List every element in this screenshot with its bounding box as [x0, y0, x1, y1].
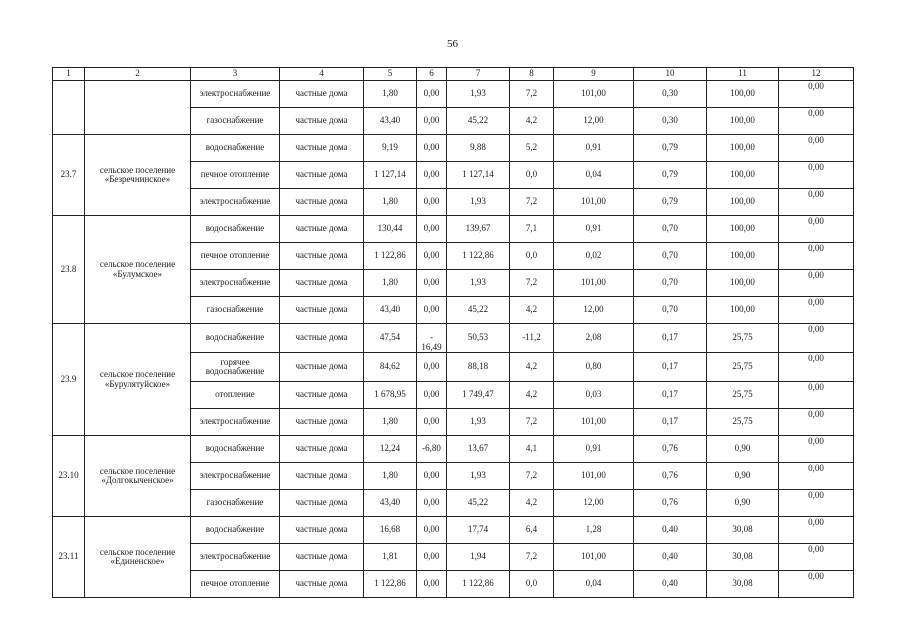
value-cell: 0,00: [779, 135, 854, 162]
value-cell: 7,2: [510, 409, 554, 436]
value-cell: 88,18: [447, 353, 510, 382]
value-cell: 7,2: [510, 270, 554, 297]
value-cell: 0,00: [417, 353, 447, 382]
value-cell: 1,80: [364, 409, 417, 436]
value-cell: 100,00: [707, 189, 779, 216]
value-cell: 0,00: [417, 135, 447, 162]
value-cell: 0,00: [779, 270, 854, 297]
value-cell: 43,40: [364, 108, 417, 135]
settlement-number-cell: 23.8: [53, 216, 85, 324]
building-type-cell: частные дома: [280, 324, 364, 353]
value-cell: 12,00: [554, 490, 634, 517]
value-cell: 100,00: [707, 216, 779, 243]
value-cell: 0,79: [634, 162, 707, 189]
value-cell: 0,00: [417, 270, 447, 297]
value-cell: 25,75: [707, 324, 779, 353]
value-cell: 0,70: [634, 216, 707, 243]
value-cell: 4,2: [510, 297, 554, 324]
value-cell: 0,76: [634, 490, 707, 517]
value-cell: 0,30: [634, 81, 707, 108]
value-cell: 1,80: [364, 463, 417, 490]
value-cell: 1 122,86: [364, 571, 417, 598]
table-row: [53, 135, 854, 162]
value-cell: 0,03: [554, 382, 634, 409]
value-cell: 4,2: [510, 490, 554, 517]
value-cell: 0,00: [779, 108, 854, 135]
value-cell: 25,75: [707, 409, 779, 436]
building-type-cell: частные дома: [280, 81, 364, 108]
building-type-cell: частные дома: [280, 436, 364, 463]
value-cell: 1,93: [447, 189, 510, 216]
value-cell: 0,00: [417, 81, 447, 108]
service-cell: отопление: [191, 382, 280, 409]
building-type-cell: частные дома: [280, 189, 364, 216]
value-cell: 12,24: [364, 436, 417, 463]
building-type-cell: частные дома: [280, 517, 364, 544]
value-cell: 1,93: [447, 409, 510, 436]
value-cell: 139,67: [447, 216, 510, 243]
table-body: [53, 81, 854, 598]
value-cell: 100,00: [707, 243, 779, 270]
value-cell: 100,00: [707, 162, 779, 189]
service-cell: газоснабжение: [191, 108, 280, 135]
value-cell: 1,81: [364, 544, 417, 571]
header-cell: 5: [364, 68, 417, 81]
value-cell: 1,93: [447, 463, 510, 490]
value-cell: 0,17: [634, 382, 707, 409]
table-row: [53, 216, 854, 243]
value-cell: 47,54: [364, 324, 417, 353]
header-cell: 11: [707, 68, 779, 81]
value-cell: 1,80: [364, 270, 417, 297]
value-cell: 0,00: [779, 216, 854, 243]
value-cell: 0,00: [417, 490, 447, 517]
value-cell: 100,00: [707, 270, 779, 297]
value-cell: 4,2: [510, 108, 554, 135]
settlement-number-cell: 23.7: [53, 135, 85, 216]
value-cell: -6,80: [417, 436, 447, 463]
value-cell: 0,00: [417, 189, 447, 216]
building-type-cell: частные дома: [280, 108, 364, 135]
building-type-cell: частные дома: [280, 571, 364, 598]
value-cell: 9,88: [447, 135, 510, 162]
header-cell: 3: [191, 68, 280, 81]
settlement-name-cell: [85, 81, 191, 135]
value-cell: 43,40: [364, 297, 417, 324]
value-cell: 1,93: [447, 81, 510, 108]
service-cell: газоснабжение: [191, 490, 280, 517]
value-cell: 0,40: [634, 544, 707, 571]
table-row: [53, 436, 854, 463]
building-type-cell: частные дома: [280, 353, 364, 382]
value-cell: 0,40: [634, 571, 707, 598]
value-cell: 0,00: [417, 297, 447, 324]
value-cell: 1 678,95: [364, 382, 417, 409]
table-row: [53, 81, 854, 108]
settlement-number-cell: 23.10: [53, 436, 85, 517]
value-cell: 0,0: [510, 243, 554, 270]
service-cell: водоснабжение: [191, 436, 280, 463]
value-cell: 101,00: [554, 409, 634, 436]
value-cell: 1 127,14: [364, 162, 417, 189]
value-cell: 1,93: [447, 270, 510, 297]
value-cell: 0,17: [634, 353, 707, 382]
value-cell: 43,40: [364, 490, 417, 517]
value-cell: 4,2: [510, 382, 554, 409]
value-cell: 0,00: [779, 297, 854, 324]
value-cell: 0,0: [510, 162, 554, 189]
value-cell: 45,22: [447, 297, 510, 324]
settlement-name-cell: сельское поселение «Безречнинское»: [85, 135, 191, 216]
value-cell: 0,76: [634, 436, 707, 463]
value-cell: 0,91: [554, 135, 634, 162]
value-cell: 0,0: [510, 571, 554, 598]
value-cell: 4,2: [510, 353, 554, 382]
value-cell: 1 122,86: [447, 243, 510, 270]
value-cell: 0,00: [417, 571, 447, 598]
settlement-name-cell: сельское поселение «Долгокыченское»: [85, 436, 191, 517]
value-cell: 0,00: [779, 243, 854, 270]
value-cell: 0,00: [417, 517, 447, 544]
building-type-cell: частные дома: [280, 297, 364, 324]
building-type-cell: частные дома: [280, 162, 364, 189]
header-cell: 1: [53, 68, 85, 81]
value-cell: 50,53: [447, 324, 510, 353]
building-type-cell: частные дома: [280, 409, 364, 436]
value-cell: 101,00: [554, 189, 634, 216]
tariff-table: [52, 67, 854, 598]
service-cell: горячее водоснабжение: [191, 353, 280, 382]
service-cell: печное отопление: [191, 243, 280, 270]
service-cell: водоснабжение: [191, 324, 280, 353]
value-cell: 0,00: [779, 162, 854, 189]
value-cell: 0,00: [779, 409, 854, 436]
building-type-cell: частные дома: [280, 382, 364, 409]
value-cell: 30,08: [707, 544, 779, 571]
value-cell: 0,00: [417, 243, 447, 270]
value-cell: -11,2: [510, 324, 554, 353]
value-cell: 0,79: [634, 189, 707, 216]
value-cell: 0,00: [779, 517, 854, 544]
service-cell: газоснабжение: [191, 297, 280, 324]
value-cell: 0,00: [779, 463, 854, 490]
value-cell: 0,30: [634, 108, 707, 135]
value-cell: 16,68: [364, 517, 417, 544]
value-cell: - 16,49: [417, 324, 447, 353]
header-cell: 9: [554, 68, 634, 81]
value-cell: 100,00: [707, 108, 779, 135]
value-cell: 84,62: [364, 353, 417, 382]
table-row: [53, 324, 854, 353]
service-cell: электроснабжение: [191, 463, 280, 490]
value-cell: 12,00: [554, 297, 634, 324]
header-cell: 10: [634, 68, 707, 81]
settlement-number-cell: 23.9: [53, 324, 85, 436]
value-cell: 0,17: [634, 324, 707, 353]
building-type-cell: частные дома: [280, 243, 364, 270]
settlement-name-cell: сельское поселение «Булумское»: [85, 216, 191, 324]
settlement-number-cell: 23.11: [53, 517, 85, 598]
value-cell: 0,70: [634, 270, 707, 297]
value-cell: 101,00: [554, 463, 634, 490]
value-cell: 0,90: [707, 436, 779, 463]
value-cell: 7,2: [510, 189, 554, 216]
value-cell: 0,00: [417, 216, 447, 243]
value-cell: 4,1: [510, 436, 554, 463]
value-cell: 0,00: [417, 409, 447, 436]
settlement-name-cell: сельское поселение «Бурулятуйское»: [85, 324, 191, 436]
value-cell: 101,00: [554, 81, 634, 108]
value-cell: 0,04: [554, 162, 634, 189]
header-cell: 6: [417, 68, 447, 81]
building-type-cell: частные дома: [280, 270, 364, 297]
value-cell: 0,00: [779, 382, 854, 409]
value-cell: 25,75: [707, 353, 779, 382]
header-row: [53, 68, 854, 81]
value-cell: 0,00: [417, 382, 447, 409]
value-cell: 0,90: [707, 463, 779, 490]
table-row: [53, 517, 854, 544]
value-cell: 0,00: [779, 189, 854, 216]
value-cell: 7,1: [510, 216, 554, 243]
value-cell: 130,44: [364, 216, 417, 243]
value-cell: 100,00: [707, 135, 779, 162]
value-cell: 6,4: [510, 517, 554, 544]
value-cell: 0,90: [707, 490, 779, 517]
value-cell: 0,17: [634, 409, 707, 436]
service-cell: электроснабжение: [191, 270, 280, 297]
value-cell: 0,00: [779, 490, 854, 517]
building-type-cell: частные дома: [280, 544, 364, 571]
value-cell: 1 122,86: [364, 243, 417, 270]
header-cell: 7: [447, 68, 510, 81]
header-cell: 8: [510, 68, 554, 81]
value-cell: 0,70: [634, 297, 707, 324]
header-cell: 12: [779, 68, 854, 81]
value-cell: 0,70: [634, 243, 707, 270]
value-cell: 0,00: [779, 353, 854, 382]
value-cell: 0,40: [634, 517, 707, 544]
value-cell: 7,2: [510, 463, 554, 490]
value-cell: 0,00: [779, 544, 854, 571]
value-cell: 1,28: [554, 517, 634, 544]
value-cell: 30,08: [707, 571, 779, 598]
value-cell: 0,00: [779, 81, 854, 108]
value-cell: 0,76: [634, 463, 707, 490]
value-cell: 1 749,47: [447, 382, 510, 409]
service-cell: электроснабжение: [191, 189, 280, 216]
value-cell: 30,08: [707, 517, 779, 544]
value-cell: 45,22: [447, 108, 510, 135]
value-cell: 100,00: [707, 81, 779, 108]
value-cell: 2,08: [554, 324, 634, 353]
value-cell: 5,2: [510, 135, 554, 162]
value-cell: 0,00: [417, 544, 447, 571]
building-type-cell: частные дома: [280, 135, 364, 162]
value-cell: 9,19: [364, 135, 417, 162]
value-cell: 0,00: [779, 571, 854, 598]
service-cell: водоснабжение: [191, 517, 280, 544]
value-cell: 0,00: [779, 436, 854, 463]
value-cell: 0,91: [554, 216, 634, 243]
service-cell: водоснабжение: [191, 216, 280, 243]
value-cell: 45,22: [447, 490, 510, 517]
value-cell: 0,02: [554, 243, 634, 270]
page-number: 56: [447, 38, 458, 50]
service-cell: печное отопление: [191, 162, 280, 189]
value-cell: 1,80: [364, 81, 417, 108]
value-cell: 7,2: [510, 544, 554, 571]
value-cell: 0,00: [417, 108, 447, 135]
value-cell: 1 127,14: [447, 162, 510, 189]
value-cell: 101,00: [554, 270, 634, 297]
value-cell: 7,2: [510, 81, 554, 108]
value-cell: 13,67: [447, 436, 510, 463]
value-cell: 12,00: [554, 108, 634, 135]
value-cell: 0,00: [779, 324, 854, 353]
building-type-cell: частные дома: [280, 490, 364, 517]
value-cell: 101,00: [554, 544, 634, 571]
building-type-cell: частные дома: [280, 216, 364, 243]
value-cell: 1,80: [364, 189, 417, 216]
service-cell: электроснабжение: [191, 409, 280, 436]
value-cell: 25,75: [707, 382, 779, 409]
value-cell: 100,00: [707, 297, 779, 324]
service-cell: электроснабжение: [191, 544, 280, 571]
building-type-cell: частные дома: [280, 463, 364, 490]
service-cell: водоснабжение: [191, 135, 280, 162]
value-cell: 17,74: [447, 517, 510, 544]
value-cell: 0,91: [554, 436, 634, 463]
service-cell: электроснабжение: [191, 81, 280, 108]
header-cell: 4: [280, 68, 364, 81]
value-cell: 0,00: [417, 162, 447, 189]
service-cell: печное отопление: [191, 571, 280, 598]
value-cell: 1,94: [447, 544, 510, 571]
header-cell: 2: [85, 68, 191, 81]
settlement-number-cell: [53, 81, 85, 135]
value-cell: 0,04: [554, 571, 634, 598]
settlement-name-cell: сельское поселение «Единенское»: [85, 517, 191, 598]
value-cell: 0,79: [634, 135, 707, 162]
value-cell: 1 122,86: [447, 571, 510, 598]
value-cell: 0,80: [554, 353, 634, 382]
value-cell: 0,00: [417, 463, 447, 490]
